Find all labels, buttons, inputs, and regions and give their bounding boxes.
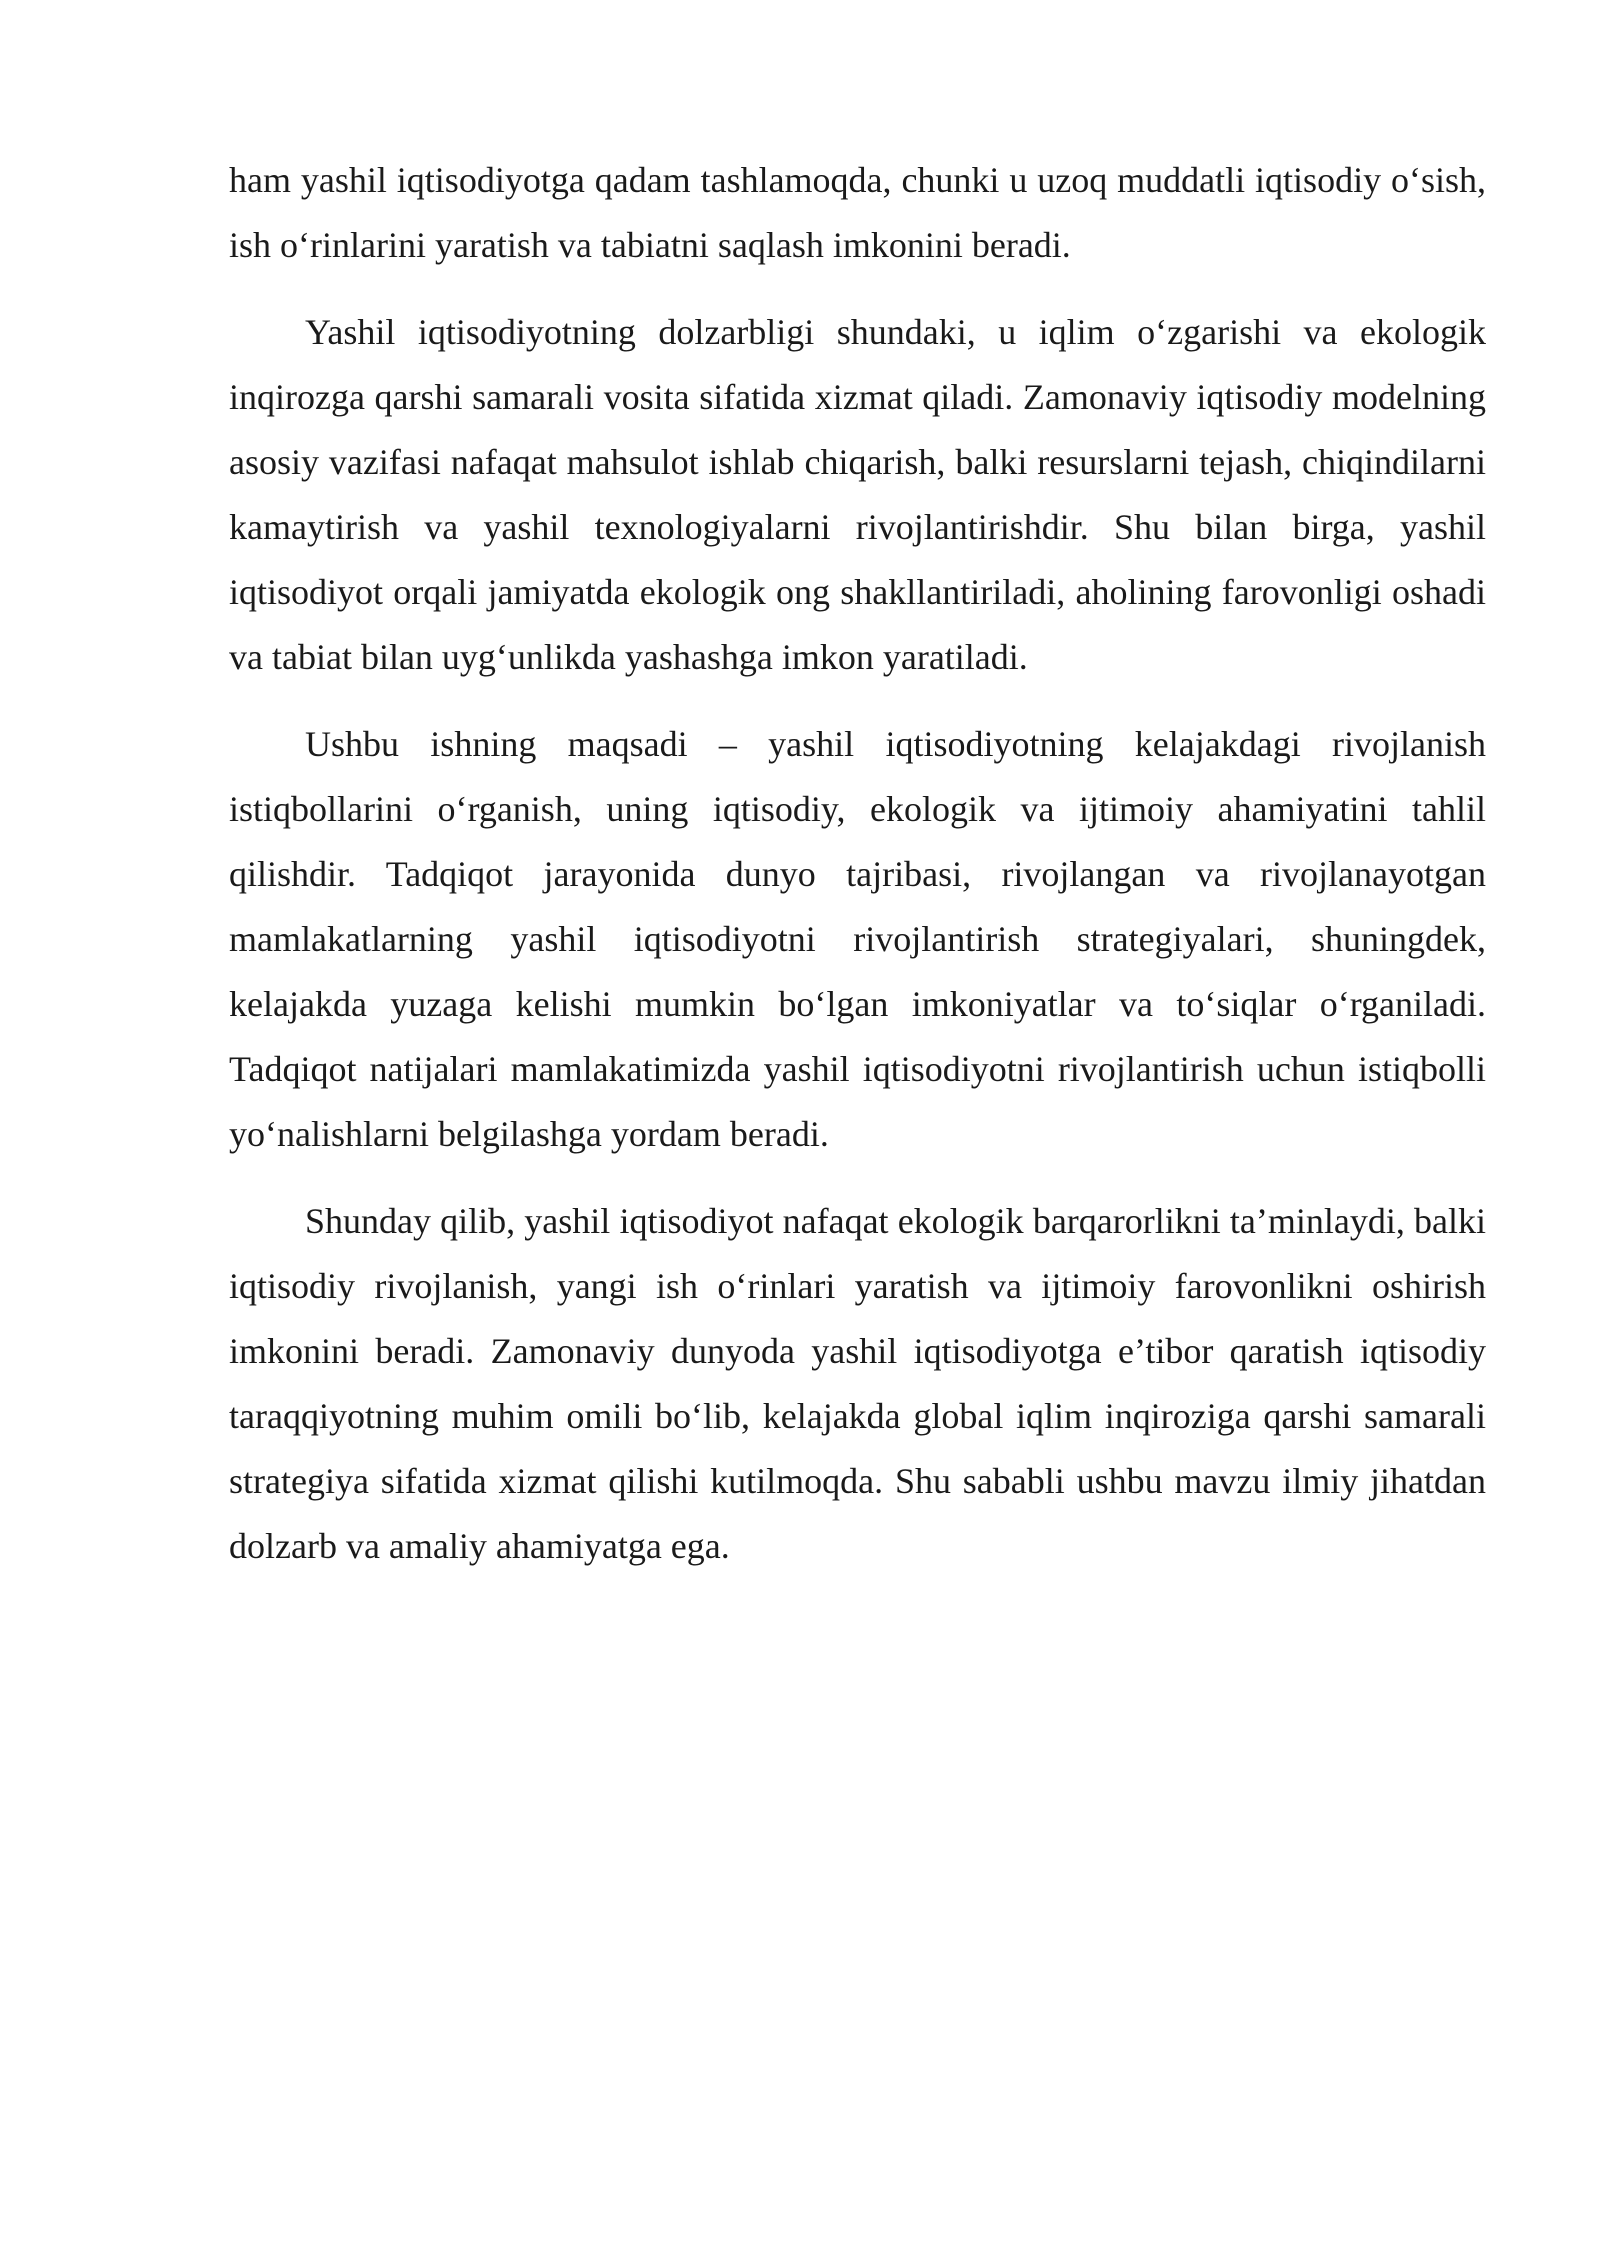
document-body bbox=[229, 148, 1486, 1601]
paragraph-purpose: Ushbu ishning maqsadi – yashil iqtisodiyotning kelajakdagi rivojlanish istiqbollarini o‘rganish, uning iqtisodiy, ekologik va ijtimoiy ahamiyatini tahlil qilishdir. Tadqiqot jarayonida dunyo tajribasi, rivojlangan va rivojlanayotgan mamlakatlarning yashil iqtisodiyotni rivojlantirish strategiyalari, shuningdek, kelajakda yuzaga kelishi mumkin bo‘lgan imkoniyatlar va to‘siqlar o‘rganiladi. Tadqiqot natijalari mamlakatimizda yashil iqtisodiyotni rivojlantirish uchun istiqbolli yo‘nalishlarni belgilashga yordam beradi. bbox=[229, 724, 1486, 1154]
paragraph-continued: ham yashil iqtisodiyotga qadam tashlamoqda, chunki u uzoq muddatli iqtisodiy o‘sish, ish o‘rinlarini yaratish va tabiatni saqlash imkonini beradi. bbox=[229, 160, 1486, 265]
paragraph-conclusion: Shunday qilib, yashil iqtisodiyot nafaqat ekologik barqarorlikni ta’minlaydi, balki iqtisodiy rivojlanish, yangi ish o‘rinlari yaratish va ijtimoiy farovonlikni oshirish imkonini beradi. Zamonaviy dunyoda yashil iqtisodiyotga e’tibor qaratish iqtisodiy taraqqiyotning muhim omili bo‘lib, kelajakda global iqlim inqiroziga qarshi samarali strategiya sifatida xizmat qilishi kutilmoqda. Shu sababli ushbu mavzu ilmiy jihatdan dolzarb va amaliy ahamiyatga ega. bbox=[229, 1201, 1486, 1566]
paragraph-relevance: Yashil iqtisodiyotning dolzarbligi shundaki, u iqlim o‘zgarishi va ekologik inqirozga qarshi samarali vosita sifatida xizmat qiladi. Zamonaviy iqtisodiy modelning asosiy vazifasi nafaqat mahsulot ishlab chiqarish, balki resurslarni tejash, chiqindilarni kamaytirish va yashil texnologiyalarni rivojlantirishdir. Shu bilan birga, yashil iqtisodiyot orqali jamiyatda ekologik ong shakllantiriladi, aholining farovonligi oshadi va tabiat bilan uyg‘unlikda yashashga imkon yaratiladi. bbox=[229, 312, 1486, 677]
